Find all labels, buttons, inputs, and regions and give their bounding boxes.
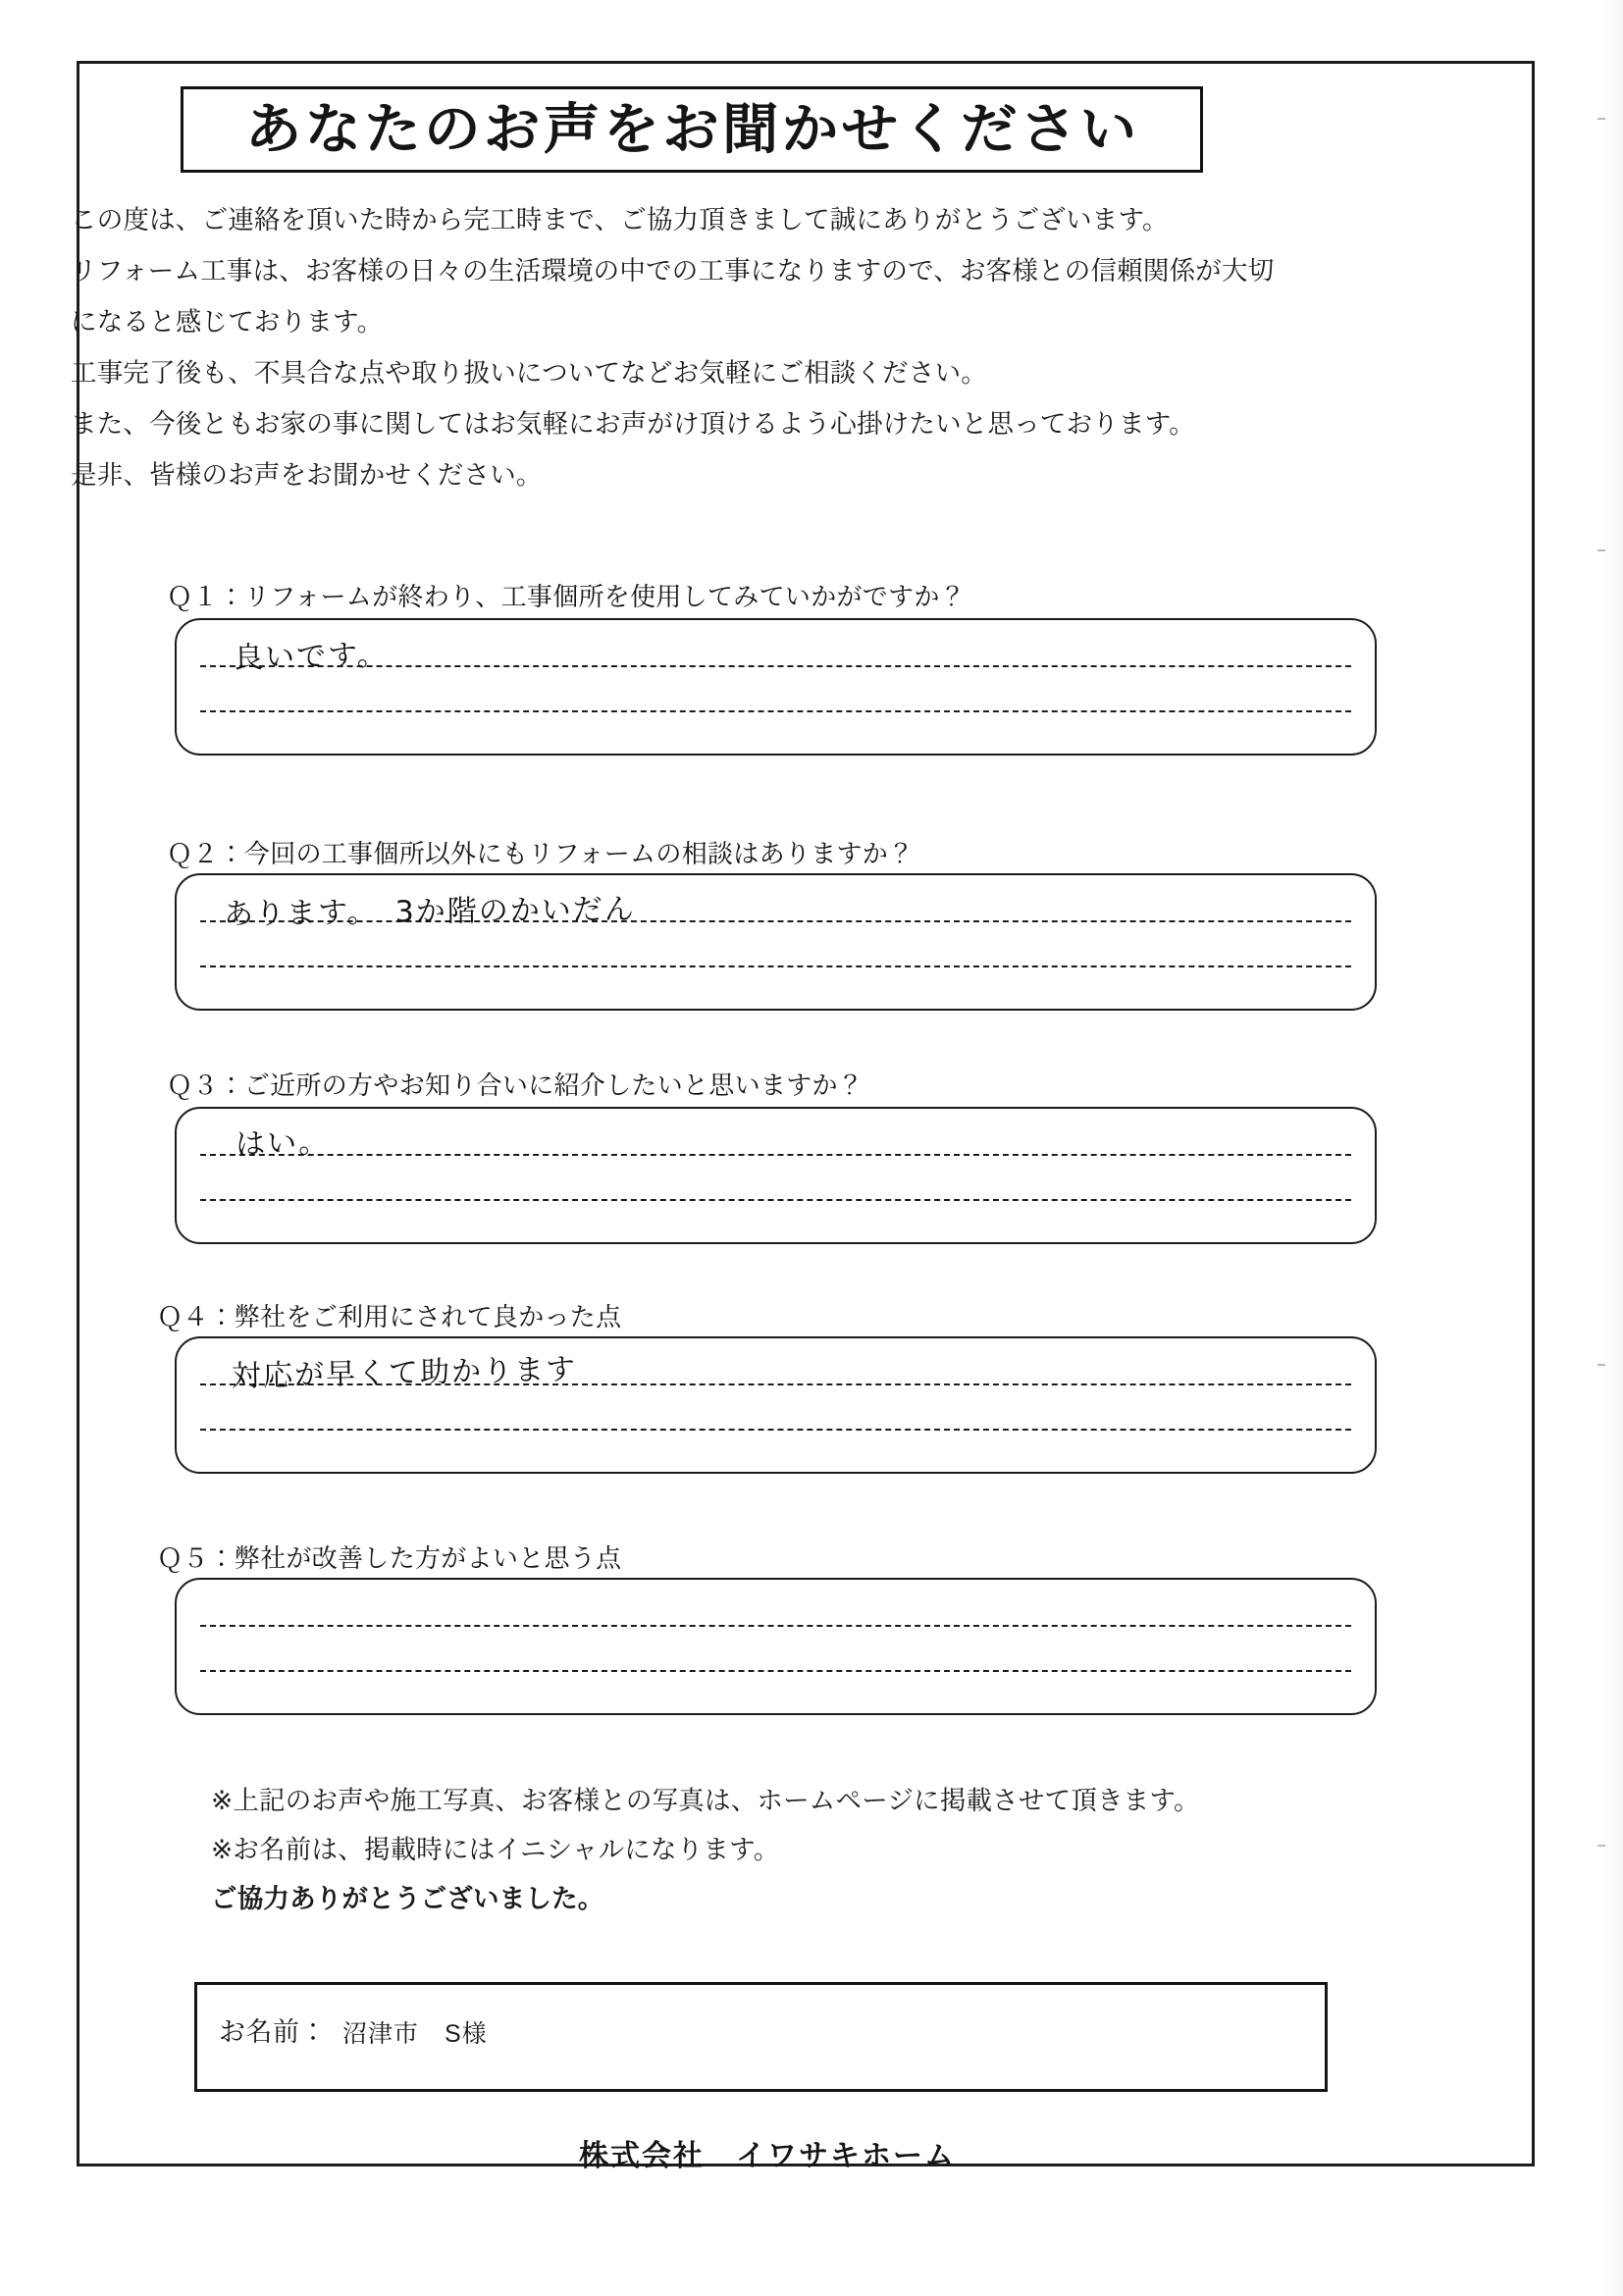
intro-paragraph (71, 194, 1386, 500)
intro-line: この度は、ご連絡を頂いた時から完工時まで、ご協力頂きまして誠にありがとうございます。 (71, 205, 1169, 235)
rule-line (200, 1625, 1351, 1627)
handwritten-answer-q4: 対応が早くて助かります (231, 1352, 578, 1394)
footnote-thanks: ご協力ありがとうございました。 (211, 1884, 604, 1913)
footnote-line: ※お名前は、掲載時にはイニシャルになります。 (211, 1835, 780, 1864)
handwritten-answer-q3: はい。 (235, 1124, 331, 1163)
company-name: 株式会社 イワサキホーム (579, 2140, 956, 2172)
page-title: あなたのお声をお聞かせください (244, 97, 1139, 162)
name-field[interactable] (194, 1982, 1328, 2092)
rule-line (200, 1199, 1351, 1201)
answer-box-q3[interactable] (175, 1107, 1377, 1244)
form-title-box (181, 86, 1203, 173)
question-label-q1: Ｑ１：リフォームが終わり、工事個所を使用してみていかがですか？ (167, 582, 967, 611)
rule-line (200, 1429, 1351, 1431)
scan-edge-shadow (1597, 0, 1623, 2296)
name-field-label: お名前： (219, 2017, 327, 2047)
footnote-line: ※上記のお声や施工写真、お客様との写真は、ホームページに掲載させて頂きます。 (211, 1786, 1200, 1815)
handwritten-answer-q1: 良いです。 (233, 638, 389, 676)
question-label-q2: Ｑ２：今回の工事個所以外にもリフォームの相談はありますか？ (167, 839, 915, 868)
name-field-value: 沼津市 S様 (342, 2020, 488, 2048)
footnotes (211, 1776, 1388, 1923)
answer-box-q4[interactable] (175, 1336, 1377, 1474)
scan-artifact-tick (1597, 1845, 1605, 1847)
answer-box-q5[interactable] (175, 1578, 1377, 1715)
rule-line (200, 1670, 1351, 1672)
question-label-q4: Ｑ４：弊社をご利用にされて良かった点 (157, 1302, 622, 1331)
question-label-q3: Ｑ３：ご近所の方やお知り合いに紹介したいと思いますか？ (167, 1070, 864, 1100)
intro-line: また、今後ともお家の事に関してはお気軽にお声がけ頂けるよう心掛けたいと思っております。 (71, 409, 1195, 439)
intro-line: になると感じております。 (71, 307, 384, 337)
scan-artifact-tick (1597, 118, 1605, 120)
question-label-q5: Ｑ５：弊社が改善した方がよいと思う点 (157, 1543, 622, 1573)
rule-line (200, 710, 1351, 712)
handwritten-answer-q2: あります。 3か階のかいだん (223, 892, 636, 932)
scan-artifact-tick (1597, 549, 1605, 551)
intro-line: 是非、皆様のお声をお聞かせください。 (71, 460, 543, 490)
intro-line: 工事完了後も、不具合な点や取り扱いについてなどお気軽にご相談ください。 (71, 358, 987, 388)
rule-line (200, 965, 1351, 967)
answer-box-q2[interactable] (175, 873, 1377, 1011)
rule-line (200, 1154, 1351, 1156)
scan-artifact-tick (1597, 1364, 1605, 1366)
answer-box-q1[interactable] (175, 618, 1377, 756)
intro-line: リフォーム工事は、お客様の日々の生活環境の中での工事になりますので、お客様との信頼関係が大切 (71, 256, 1275, 286)
